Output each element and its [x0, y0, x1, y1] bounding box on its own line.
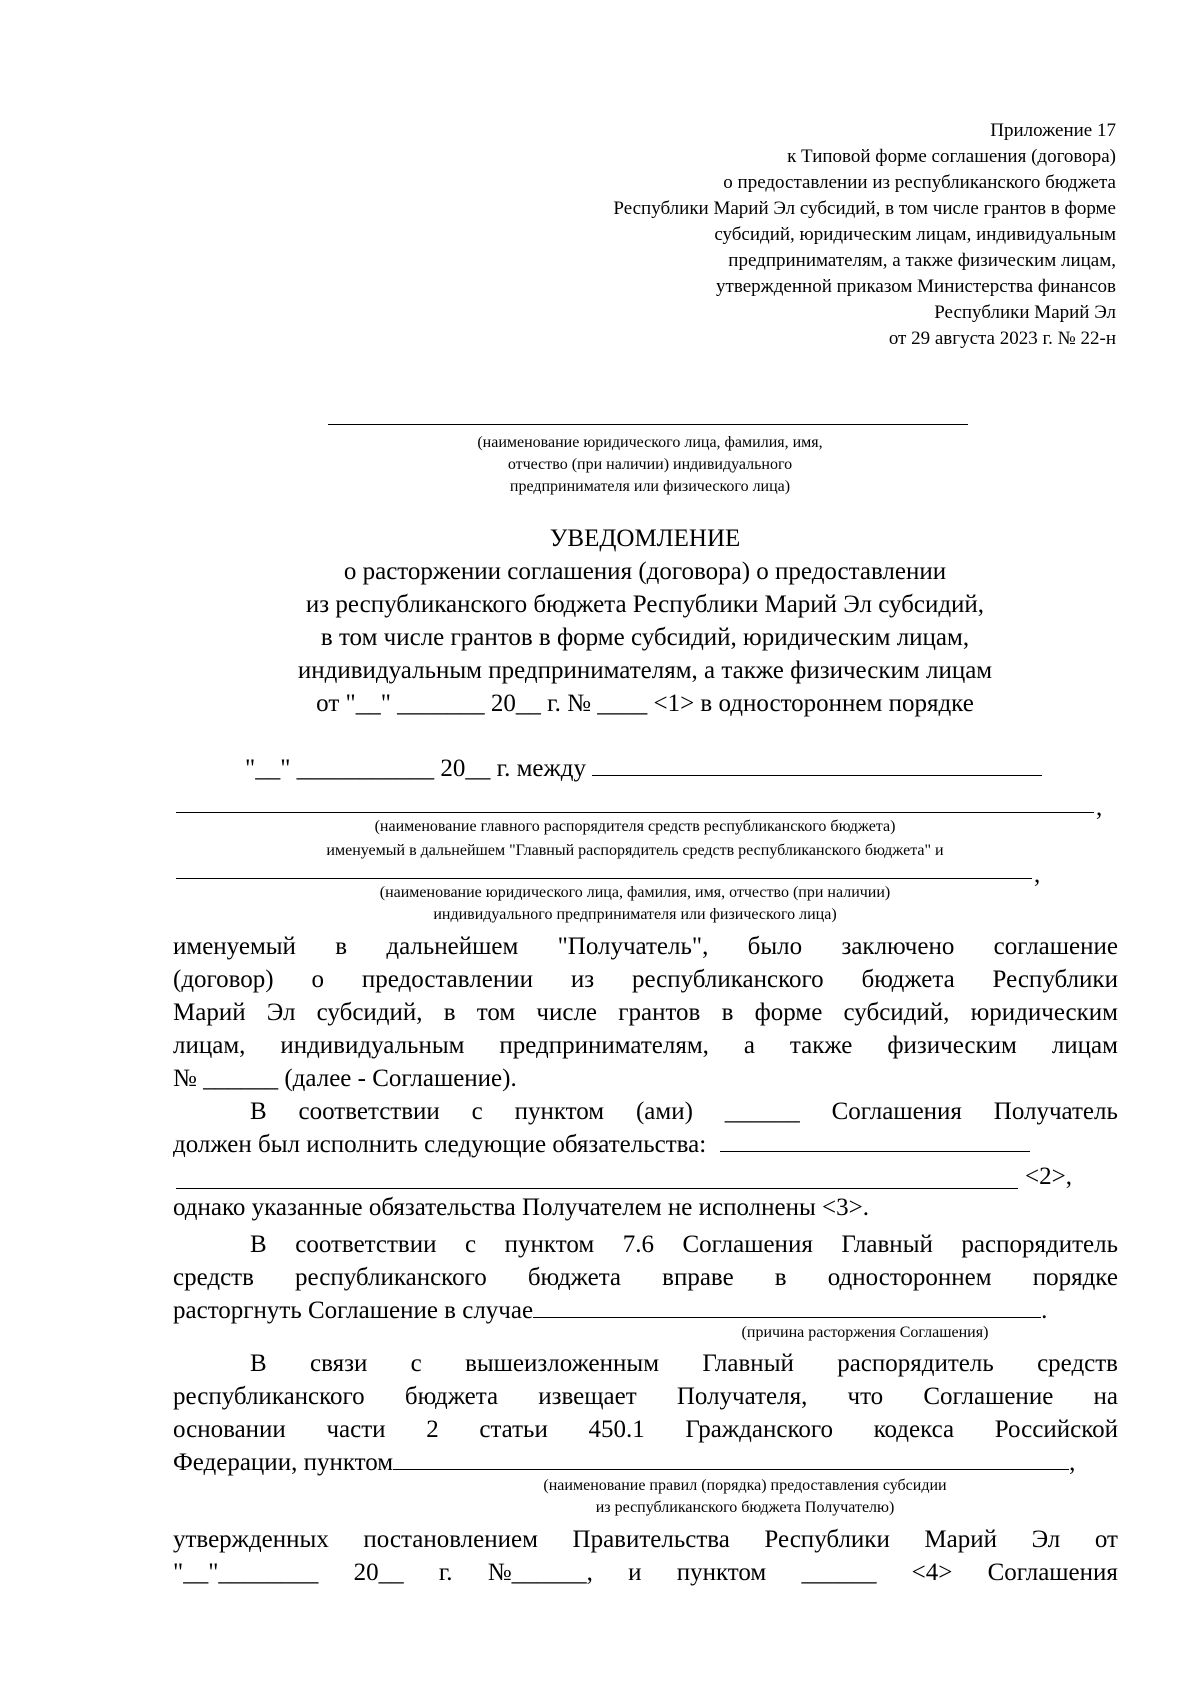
paragraph-line — [173, 1228, 1118, 1261]
word: 450.1 — [588, 1416, 645, 1443]
word: о — [311, 966, 324, 993]
word: основании — [173, 1416, 286, 1443]
word: порядке — [1032, 1264, 1118, 1291]
word: соответствии — [298, 1098, 440, 1125]
word: Главный — [702, 1350, 794, 1377]
word: с — [471, 1098, 483, 1125]
word: одностороннем — [827, 1264, 992, 1291]
word: числе — [536, 999, 598, 1026]
word: на — [1093, 1383, 1118, 1410]
word: из — [570, 966, 595, 993]
word: Получатель — [993, 1098, 1118, 1125]
appendix-line: к Типовой форме соглашения (договора) — [787, 146, 1116, 167]
appendix-line: о предоставлении из республиканского бюджета — [723, 172, 1116, 193]
word: а — [743, 1032, 755, 1059]
paragraph-2-end: однако указанные обязательства Получателем не исполнены <3>. — [173, 1194, 869, 1221]
word: Соглашения — [831, 1098, 962, 1125]
word: в — [721, 999, 734, 1026]
paragraph-line — [173, 1380, 1118, 1413]
word: в — [774, 1264, 787, 1291]
word: г. — [438, 1559, 453, 1586]
recipient-name-line — [328, 424, 968, 425]
paragraph-line: № ______ (далее - Соглашение). — [173, 1065, 517, 1092]
word: ______ — [724, 1098, 800, 1125]
rules-blank[interactable] — [393, 1447, 1069, 1470]
gr-called-note: именуемый в дальнейшем "Главный распорядитель средств республиканского бюджета" и — [326, 842, 944, 859]
note-line: (наименование правил (порядка) предоставления субсидии — [543, 1477, 947, 1494]
word: средств — [173, 1264, 254, 1291]
appendix-line: от 29 августа 2023 г. № 22-н — [888, 328, 1116, 349]
note-line: (наименование юридического лица, фамилия, имя, — [477, 434, 823, 451]
word: Правительства — [572, 1526, 730, 1553]
footnote-2: <2>, — [1025, 1163, 1072, 1190]
word: бюджета — [404, 1383, 499, 1410]
word: распорядитель — [961, 1231, 1118, 1258]
word: лицам — [1051, 1032, 1118, 1059]
word: республиканского — [173, 1383, 365, 1410]
word: Марий — [173, 999, 246, 1026]
note-line: индивидуального предпринимателя или физического лица) — [433, 906, 837, 923]
word: 20__ — [353, 1559, 404, 1586]
word: предпринимателям, — [499, 1032, 709, 1059]
word: юридическим — [970, 999, 1118, 1026]
word: Марий — [924, 1526, 998, 1553]
word: физическим — [887, 1032, 1017, 1059]
appendix-header — [436, 118, 1116, 352]
word: и — [628, 1559, 642, 1586]
word: "__"________ — [173, 1559, 319, 1586]
word: пунктом — [676, 1559, 767, 1586]
word: лицам, — [173, 1032, 246, 1059]
paragraph-line — [173, 1413, 1118, 1446]
word: <4> — [911, 1559, 953, 1586]
word: В — [250, 1350, 267, 1377]
word: субсидий, — [316, 999, 423, 1026]
word: республиканского — [295, 1264, 487, 1291]
paragraph-3: В соответствии с пунктом 7.6 Соглашения Главный распорядитель средств республиканского бюджета вправе в одностороннем порядке расторгнуть Соглашение в случае . — [173, 1228, 1118, 1327]
word: Российской — [994, 1416, 1118, 1443]
word: именуемый — [173, 933, 296, 960]
word: Получателя, — [676, 1383, 808, 1410]
paragraph-line — [173, 1556, 1118, 1589]
word: с — [465, 1231, 477, 1258]
comma: , — [1096, 794, 1103, 821]
recipient-name-note — [340, 432, 960, 498]
date-line: "__" ___________ 20__ г. между — [245, 752, 1042, 785]
word: Эл — [266, 999, 296, 1026]
word: Соглашение — [923, 1383, 1054, 1410]
word: вышеизложенным — [465, 1350, 660, 1377]
word: предоставлении — [361, 966, 533, 993]
word: также — [789, 1032, 853, 1059]
title-line: от "__" _______ 20__ г. № ____ <1> в одностороннем порядке — [316, 690, 974, 717]
rules-note — [440, 1475, 1050, 1519]
word: вправе — [662, 1264, 734, 1291]
recipient-note — [176, 882, 1094, 926]
word: Эл — [1031, 1526, 1061, 1553]
note-line: отчество (при наличии) индивидуального — [507, 456, 793, 473]
gr-name-line — [176, 812, 1094, 813]
word: грантов — [618, 999, 701, 1026]
note-line: из республиканского бюджета Получателю) — [595, 1499, 895, 1516]
word: заключено — [841, 933, 955, 960]
word: от — [1094, 1526, 1118, 1553]
notice-title — [170, 522, 1120, 720]
word: связи — [310, 1350, 368, 1377]
word: дальнейшем — [386, 933, 519, 960]
word: распорядитель — [837, 1350, 994, 1377]
paragraph-line — [173, 1347, 1118, 1380]
word: том — [476, 999, 516, 1026]
paragraph-1 — [173, 930, 1118, 1095]
word: соответствии — [295, 1231, 437, 1258]
word: 7.6 — [622, 1231, 654, 1258]
gr-name-note: (наименование главного распорядителя средств республиканского бюджета) — [374, 818, 896, 835]
paragraph-line — [173, 930, 1118, 963]
word: бюджета — [861, 966, 955, 993]
word: части — [326, 1416, 386, 1443]
word: индивидуальным — [280, 1032, 465, 1059]
word: республиканского — [631, 966, 824, 993]
word: Республики — [764, 1526, 890, 1553]
word: форме — [754, 999, 823, 1026]
reason-blank[interactable] — [533, 1295, 1041, 1318]
word: 2 — [426, 1416, 439, 1443]
word: с — [410, 1350, 422, 1377]
word: средств — [1037, 1350, 1118, 1377]
title-line: о расторжении соглашения (договора) о предоставлении — [343, 558, 947, 585]
paragraph-2: В соответствии с пунктом (ами) ______ Соглашения Получатель должен был исполнить следующие обязательства: — [173, 1095, 1118, 1161]
paragraph-line — [173, 1523, 1118, 1556]
comma: , — [1034, 861, 1041, 888]
word: Соглашения — [987, 1559, 1118, 1586]
word: бюджета — [527, 1264, 622, 1291]
paragraph-line — [173, 963, 1118, 996]
title-line: из республиканского бюджета Республики Марий Эл субсидий, — [305, 591, 985, 618]
appendix-line: субсидий, юридическим лицам, индивидуальным — [714, 224, 1116, 245]
word: утвержденных — [173, 1526, 329, 1553]
title-line: в том числе грантов в форме субсидий, юридическим лицам, — [320, 624, 970, 651]
word: "Получатель", — [557, 933, 709, 960]
appendix-line: предпринимателям, а также физическим лицам, — [728, 250, 1116, 271]
obligations-line — [176, 1188, 1018, 1189]
word: Главный — [841, 1231, 933, 1258]
notice-heading: УВЕДОМЛЕНИЕ — [549, 525, 741, 552]
word: №______, — [487, 1559, 593, 1586]
word: Гражданского — [685, 1416, 833, 1443]
appendix-line: Республики Марий Эл субсидий, в том числе грантов в форме — [613, 198, 1116, 219]
paragraph-line — [173, 1029, 1118, 1062]
word: Соглашения — [682, 1231, 813, 1258]
word: пунктом — [514, 1098, 605, 1125]
word: было — [747, 933, 803, 960]
word: статьи — [479, 1416, 548, 1443]
paragraph-5 — [173, 1523, 1118, 1589]
word: пунктом — [504, 1231, 595, 1258]
word: В — [250, 1098, 267, 1125]
word: Республики — [992, 966, 1118, 993]
note-line: предпринимателя или физического лица) — [509, 478, 791, 495]
word: кодекса — [873, 1416, 955, 1443]
word: извещает — [538, 1383, 637, 1410]
word: что — [847, 1383, 884, 1410]
note-line: (наименование юридического лица, фамилия, имя, отчество (при наличии) — [379, 884, 891, 901]
appendix-line: утвержденной приказом Министерства финансов — [716, 276, 1116, 297]
appendix-line: Республики Марий Эл — [934, 302, 1116, 323]
word: в — [443, 999, 456, 1026]
word: постановлением — [363, 1526, 538, 1553]
reason-note: (причина расторжения Соглашения) — [741, 1324, 989, 1341]
word: ______ — [801, 1559, 877, 1586]
word: в — [335, 933, 348, 960]
word: В — [250, 1231, 267, 1258]
word: (договор) — [173, 966, 274, 993]
paragraph-line — [173, 1261, 1118, 1294]
gr-name-blank[interactable] — [592, 753, 1042, 776]
appendix-line: Приложение 17 — [990, 120, 1116, 141]
title-line: индивидуальным предпринимателям, а также физическим лицам — [297, 657, 993, 684]
word: соглашение — [993, 933, 1118, 960]
word: субсидий, — [843, 999, 950, 1026]
obligations-blank[interactable] — [720, 1129, 1030, 1152]
recipient-line — [176, 878, 1032, 879]
paragraph-line — [173, 996, 1118, 1029]
paragraph-4: В связи с вышеизложенным Главный распорядитель средств республиканского бюджета извещает Получателя, что Соглашение на основании части 2 статьи 450.1 Гражданского кодекса Российской Федерации, пунктом , — [173, 1347, 1118, 1479]
word: (ами) — [635, 1098, 693, 1125]
